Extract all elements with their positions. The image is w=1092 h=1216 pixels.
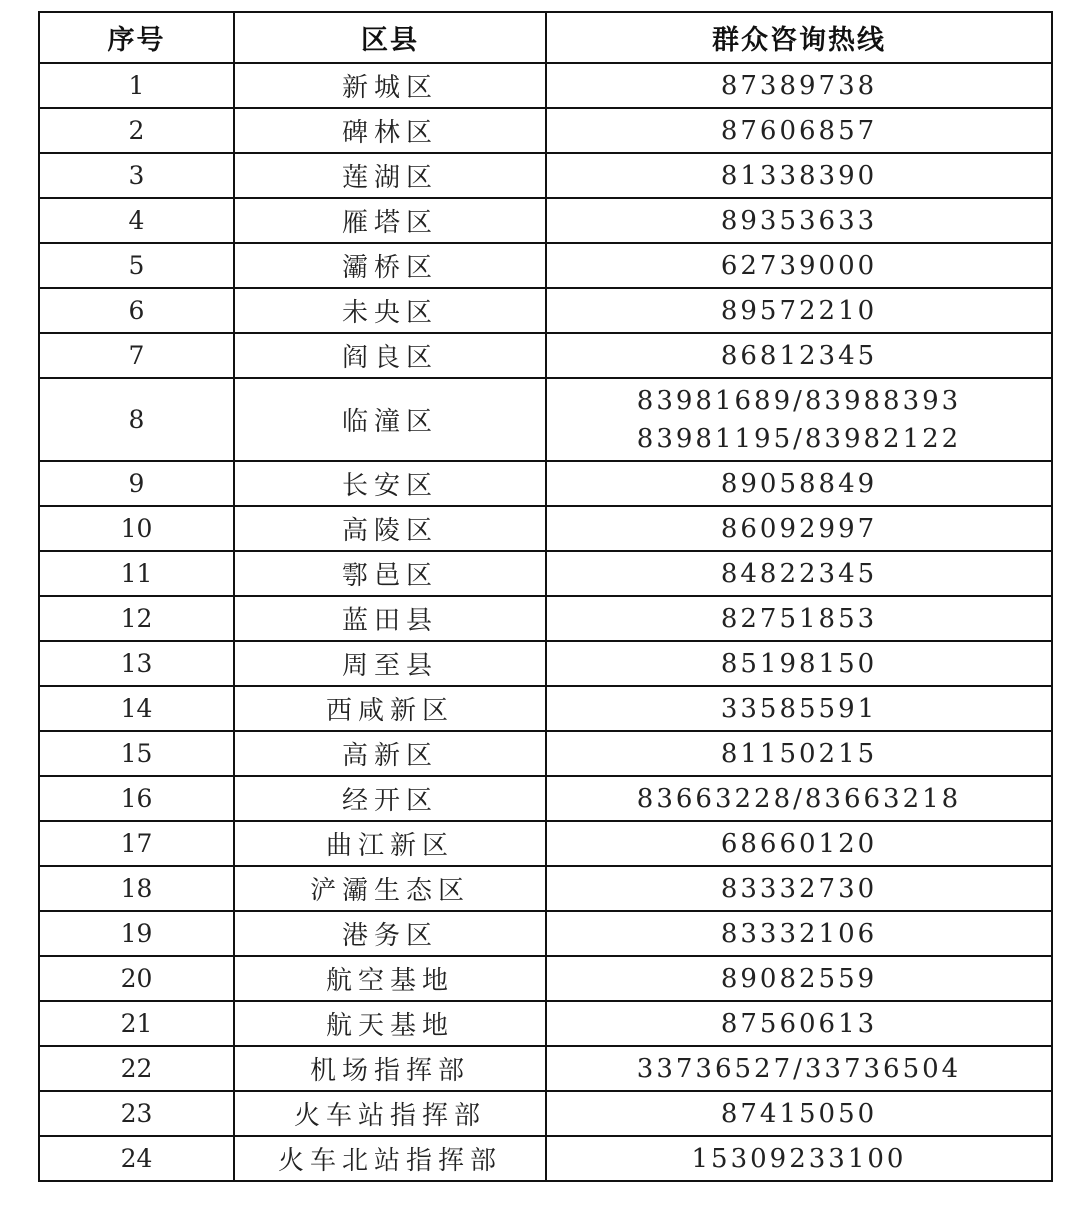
row-phone: 33736527/33736504 <box>546 1046 1052 1091</box>
row-phone: 83663228/83663218 <box>546 776 1052 821</box>
table-row <box>39 288 1052 333</box>
row-district: 机场指挥部 <box>234 1046 546 1091</box>
row-phone: 83332730 <box>546 866 1052 911</box>
table-row <box>39 506 1052 551</box>
row-phone: 89082559 <box>546 956 1052 1001</box>
row-index: 21 <box>39 1001 234 1046</box>
row-district: 临潼区 <box>234 378 546 461</box>
header-index: 序号 <box>39 12 234 63</box>
row-district: 鄠邑区 <box>234 551 546 596</box>
row-district: 曲江新区 <box>234 821 546 866</box>
row-index: 19 <box>39 911 234 956</box>
row-district: 碑林区 <box>234 108 546 153</box>
row-index: 10 <box>39 506 234 551</box>
row-phone: 33585591 <box>546 686 1052 731</box>
row-phone: 87389738 <box>546 63 1052 108</box>
row-district: 火车站指挥部 <box>234 1091 546 1136</box>
row-district: 长安区 <box>234 461 546 506</box>
row-district: 新城区 <box>234 63 546 108</box>
row-index: 13 <box>39 641 234 686</box>
row-index: 9 <box>39 461 234 506</box>
row-index: 7 <box>39 333 234 378</box>
row-district: 航天基地 <box>234 1001 546 1046</box>
table-row <box>39 1136 1052 1181</box>
table-row <box>39 866 1052 911</box>
row-district: 周至县 <box>234 641 546 686</box>
table-row <box>39 461 1052 506</box>
row-index: 17 <box>39 821 234 866</box>
table-row <box>39 911 1052 956</box>
table-row <box>39 641 1052 686</box>
row-phone: 86812345 <box>546 333 1052 378</box>
row-phone: 62739000 <box>546 243 1052 288</box>
row-phone: 89058849 <box>546 461 1052 506</box>
table-row <box>39 1001 1052 1046</box>
row-phone: 87606857 <box>546 108 1052 153</box>
row-phone: 83332106 <box>546 911 1052 956</box>
row-district: 高新区 <box>234 731 546 776</box>
table-row <box>39 198 1052 243</box>
row-phone: 68660120 <box>546 821 1052 866</box>
row-index: 24 <box>39 1136 234 1181</box>
table-row <box>39 63 1052 108</box>
row-index: 11 <box>39 551 234 596</box>
row-district: 火车北站指挥部 <box>234 1136 546 1181</box>
row-index: 4 <box>39 198 234 243</box>
row-phone: 85198150 <box>546 641 1052 686</box>
row-index: 23 <box>39 1091 234 1136</box>
row-district: 莲湖区 <box>234 153 546 198</box>
row-phone: 87415050 <box>546 1091 1052 1136</box>
row-district: 未央区 <box>234 288 546 333</box>
row-district: 航空基地 <box>234 956 546 1001</box>
header-district: 区县 <box>234 12 546 63</box>
hotline-table <box>38 11 1053 1182</box>
row-district: 浐灞生态区 <box>234 866 546 911</box>
row-index: 8 <box>39 378 234 461</box>
table-row <box>39 1091 1052 1136</box>
row-district: 雁塔区 <box>234 198 546 243</box>
row-district: 阎良区 <box>234 333 546 378</box>
table-row <box>39 153 1052 198</box>
row-index: 16 <box>39 776 234 821</box>
table-row <box>39 956 1052 1001</box>
table-row <box>39 776 1052 821</box>
row-phone: 84822345 <box>546 551 1052 596</box>
row-phone: 15309233100 <box>546 1136 1052 1181</box>
row-district: 蓝田县 <box>234 596 546 641</box>
row-index: 12 <box>39 596 234 641</box>
row-district: 灞桥区 <box>234 243 546 288</box>
row-phone: 89572210 <box>546 288 1052 333</box>
row-index: 14 <box>39 686 234 731</box>
table-row <box>39 243 1052 288</box>
row-index: 22 <box>39 1046 234 1091</box>
row-phone-line-1: 83981689/83988393 <box>636 385 962 416</box>
table-row <box>39 731 1052 776</box>
table-row <box>39 378 1052 461</box>
row-phone: 86092997 <box>546 506 1052 551</box>
row-index: 20 <box>39 956 234 1001</box>
row-phone: 81338390 <box>546 153 1052 198</box>
table-row <box>39 551 1052 596</box>
table-row <box>39 333 1052 378</box>
row-district: 高陵区 <box>234 506 546 551</box>
row-phone: 81150215 <box>546 731 1052 776</box>
row-index: 18 <box>39 866 234 911</box>
row-district: 经开区 <box>234 776 546 821</box>
table-header-row <box>39 12 1052 63</box>
table-row <box>39 1046 1052 1091</box>
table-row <box>39 821 1052 866</box>
row-district: 西咸新区 <box>234 686 546 731</box>
row-index: 1 <box>39 63 234 108</box>
table-row <box>39 596 1052 641</box>
row-phone-line-2: 83981195/83982122 <box>636 423 962 454</box>
row-phone: 82751853 <box>546 596 1052 641</box>
row-index: 2 <box>39 108 234 153</box>
header-hotline: 群众咨询热线 <box>546 12 1052 63</box>
hotline-table-container <box>38 11 1051 1182</box>
row-district: 港务区 <box>234 911 546 956</box>
row-phone: 87560613 <box>546 1001 1052 1046</box>
table-row <box>39 686 1052 731</box>
table-row <box>39 108 1052 153</box>
row-index: 6 <box>39 288 234 333</box>
row-index: 5 <box>39 243 234 288</box>
row-phone: 89353633 <box>546 198 1052 243</box>
row-index: 3 <box>39 153 234 198</box>
row-phone-multi <box>546 378 1052 461</box>
row-index: 15 <box>39 731 234 776</box>
